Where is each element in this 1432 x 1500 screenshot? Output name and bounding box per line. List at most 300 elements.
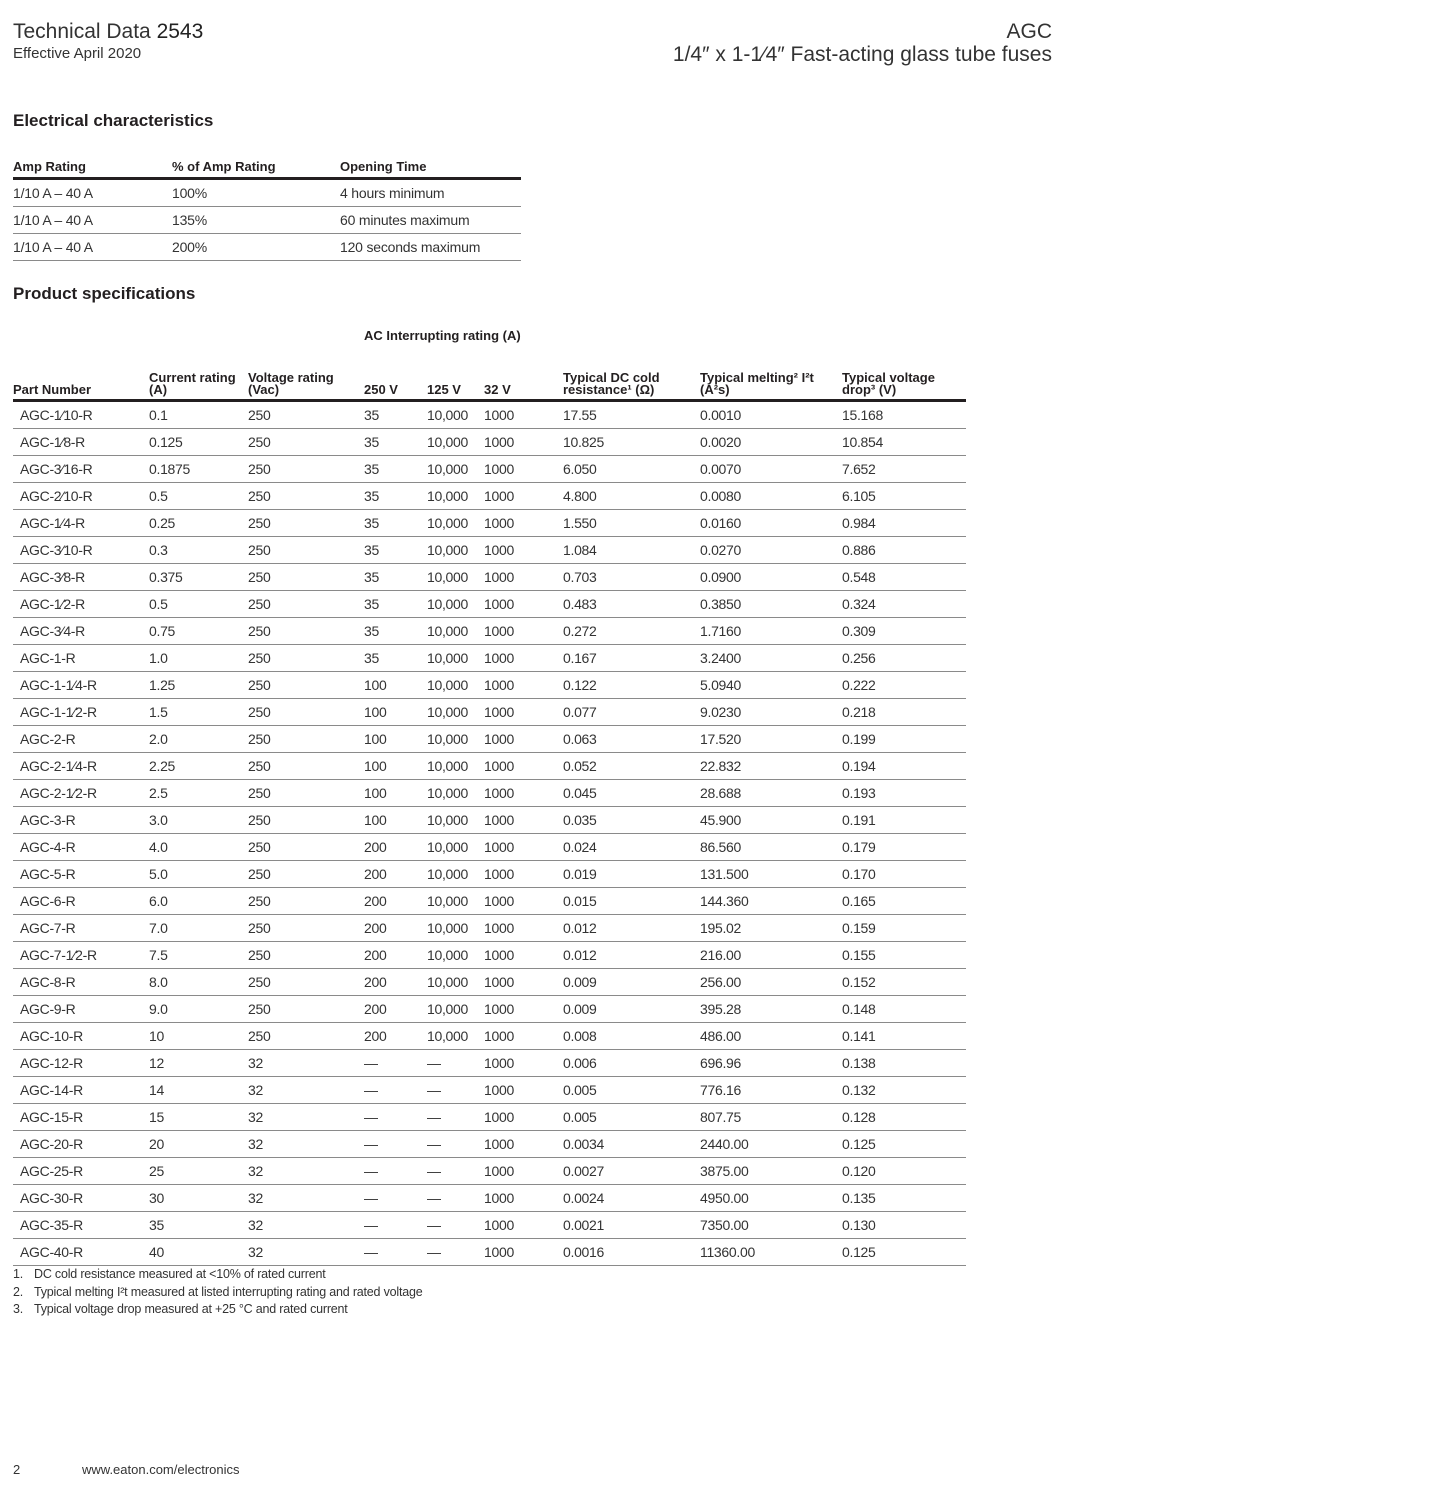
ac-125v-cell: 10,000 — [427, 672, 484, 699]
part-number-cell: AGC-3⁄4-R — [13, 618, 149, 645]
melting-i2t-cell: 0.0080 — [700, 483, 842, 510]
part-number-cell: AGC-25-R — [13, 1158, 149, 1185]
ac-250v-cell: — — [364, 1104, 427, 1131]
part-number-cell: AGC-8-R — [13, 969, 149, 996]
current-rating-cell: 25 — [149, 1158, 248, 1185]
document-number: 2543 — [156, 20, 204, 43]
voltage-rating-cell: 250 — [248, 429, 364, 456]
current-rating-cell: 15 — [149, 1104, 248, 1131]
table-cell: 1/10 A – 40 A — [13, 179, 172, 207]
table-row — [13, 1212, 966, 1239]
ac-125v-cell: — — [427, 1239, 484, 1266]
footnote: 1. DC cold resistance measured at <10% of rated current — [13, 1267, 326, 1281]
voltage-rating-cell: 250 — [248, 915, 364, 942]
voltage-drop-cell: 0.120 — [842, 1158, 966, 1185]
table-header-row — [13, 156, 521, 179]
table-row — [13, 915, 966, 942]
ac-32v-cell: 1000 — [484, 456, 563, 483]
current-rating-cell: 7.0 — [149, 915, 248, 942]
melting-i2t-cell: 216.00 — [700, 942, 842, 969]
table-header-row — [13, 352, 966, 401]
ac-125v-cell: 10,000 — [427, 753, 484, 780]
dc-resistance-cell: 0.077 — [563, 699, 700, 726]
table-row — [13, 401, 966, 429]
header-typical-melting: Typical melting² I²t (A²s) — [700, 352, 842, 401]
ac-32v-cell: 1000 — [484, 618, 563, 645]
effective-date: Effective April 2020 — [13, 45, 142, 62]
table-row — [13, 834, 966, 861]
ac-250v-cell: — — [364, 1077, 427, 1104]
voltage-rating-cell: 32 — [248, 1077, 364, 1104]
voltage-rating-cell: 32 — [248, 1050, 364, 1077]
dc-resistance-cell: 0.035 — [563, 807, 700, 834]
voltage-drop-cell: 0.170 — [842, 861, 966, 888]
electrical-characteristics-table — [13, 156, 521, 261]
ac-125v-cell: 10,000 — [427, 591, 484, 618]
part-number-cell: AGC-2-1⁄4-R — [13, 753, 149, 780]
ac-32v-cell: 1000 — [484, 537, 563, 564]
ac-250v-cell: 35 — [364, 483, 427, 510]
voltage-drop-cell: 0.886 — [842, 537, 966, 564]
ac-250v-cell: 200 — [364, 996, 427, 1023]
footnote: 3. Typical voltage drop measured at +25 °C and rated current — [13, 1302, 348, 1316]
current-rating-cell: 9.0 — [149, 996, 248, 1023]
current-rating-cell: 12 — [149, 1050, 248, 1077]
melting-i2t-cell: 9.0230 — [700, 699, 842, 726]
table-row — [13, 1239, 966, 1266]
current-rating-cell: 0.1 — [149, 401, 248, 429]
table-row — [13, 1050, 966, 1077]
voltage-rating-cell: 250 — [248, 456, 364, 483]
ac-32v-cell: 1000 — [484, 591, 563, 618]
dc-resistance-cell: 17.55 — [563, 401, 700, 429]
melting-i2t-cell: 0.0900 — [700, 564, 842, 591]
current-rating-cell: 35 — [149, 1212, 248, 1239]
voltage-drop-cell: 0.218 — [842, 699, 966, 726]
melting-i2t-cell: 5.0940 — [700, 672, 842, 699]
current-rating-cell: 0.375 — [149, 564, 248, 591]
ac-32v-cell: 1000 — [484, 1077, 563, 1104]
table-row — [13, 861, 966, 888]
voltage-rating-cell: 250 — [248, 861, 364, 888]
table-cell: 1/10 A – 40 A — [13, 234, 172, 261]
voltage-rating-cell: 250 — [248, 591, 364, 618]
footnotes — [13, 1266, 423, 1319]
table-row — [13, 537, 966, 564]
dc-resistance-cell: 0.0021 — [563, 1212, 700, 1239]
voltage-drop-cell: 0.132 — [842, 1077, 966, 1104]
melting-i2t-cell: 7350.00 — [700, 1212, 842, 1239]
column-header: Amp Rating — [13, 156, 172, 179]
ac-125v-cell: 10,000 — [427, 888, 484, 915]
melting-i2t-cell: 256.00 — [700, 969, 842, 996]
ac-125v-cell: — — [427, 1104, 484, 1131]
part-number-cell: AGC-1⁄10-R — [13, 401, 149, 429]
voltage-rating-cell: 250 — [248, 888, 364, 915]
document-title: Technical Data 2543 — [13, 20, 204, 43]
ac-32v-cell: 1000 — [484, 753, 563, 780]
voltage-rating-cell: 250 — [248, 969, 364, 996]
current-rating-cell: 5.0 — [149, 861, 248, 888]
part-number-cell: AGC-3⁄8-R — [13, 564, 149, 591]
melting-i2t-cell: 696.96 — [700, 1050, 842, 1077]
table-cell: 120 seconds maximum — [340, 234, 521, 261]
ac-32v-cell: 1000 — [484, 915, 563, 942]
ac-250v-cell: — — [364, 1050, 427, 1077]
voltage-drop-cell: 0.324 — [842, 591, 966, 618]
melting-i2t-cell: 486.00 — [700, 1023, 842, 1050]
ac-125v-cell: — — [427, 1185, 484, 1212]
voltage-rating-cell: 32 — [248, 1239, 364, 1266]
voltage-drop-cell: 0.135 — [842, 1185, 966, 1212]
voltage-drop-cell: 6.105 — [842, 483, 966, 510]
ac-125v-cell: 10,000 — [427, 780, 484, 807]
current-rating-cell: 0.75 — [149, 618, 248, 645]
table-row — [13, 207, 521, 234]
part-number-cell: AGC-20-R — [13, 1131, 149, 1158]
dc-resistance-cell: 0.045 — [563, 780, 700, 807]
header-125v: 125 V — [427, 352, 484, 401]
voltage-rating-cell: 250 — [248, 753, 364, 780]
product-specifications-title: Product specifications — [13, 284, 196, 303]
dc-resistance-cell: 0.0027 — [563, 1158, 700, 1185]
ac-125v-cell: 10,000 — [427, 1023, 484, 1050]
part-number-cell: AGC-12-R — [13, 1050, 149, 1077]
voltage-drop-cell: 0.125 — [842, 1131, 966, 1158]
voltage-rating-cell: 32 — [248, 1212, 364, 1239]
dc-resistance-cell: 0.122 — [563, 672, 700, 699]
ac-125v-cell: 10,000 — [427, 645, 484, 672]
voltage-drop-cell: 0.152 — [842, 969, 966, 996]
ac-32v-cell: 1000 — [484, 1185, 563, 1212]
product-family: AGC — [1006, 20, 1052, 43]
melting-i2t-cell: 22.832 — [700, 753, 842, 780]
voltage-drop-cell: 0.309 — [842, 618, 966, 645]
part-number-cell: AGC-1⁄8-R — [13, 429, 149, 456]
product-specifications-table — [13, 352, 966, 1266]
ac-125v-cell: 10,000 — [427, 807, 484, 834]
current-rating-cell: 2.0 — [149, 726, 248, 753]
melting-i2t-cell: 28.688 — [700, 780, 842, 807]
current-rating-cell: 0.125 — [149, 429, 248, 456]
dc-resistance-cell: 0.005 — [563, 1077, 700, 1104]
dc-resistance-cell: 0.019 — [563, 861, 700, 888]
part-number-cell: AGC-35-R — [13, 1212, 149, 1239]
table-row — [13, 1185, 966, 1212]
voltage-rating-cell: 250 — [248, 483, 364, 510]
ac-250v-cell: 35 — [364, 401, 427, 429]
table-cell: 135% — [172, 207, 340, 234]
melting-i2t-cell: 4950.00 — [700, 1185, 842, 1212]
voltage-rating-cell: 32 — [248, 1185, 364, 1212]
table-row — [13, 1131, 966, 1158]
current-rating-cell: 14 — [149, 1077, 248, 1104]
header-dc-cold-resistance: Typical DC cold resistance¹ (Ω) — [563, 352, 700, 401]
voltage-drop-cell: 0.141 — [842, 1023, 966, 1050]
part-number-cell: AGC-1⁄4-R — [13, 510, 149, 537]
ac-125v-cell: 10,000 — [427, 456, 484, 483]
ac-250v-cell: 200 — [364, 834, 427, 861]
table-row — [13, 564, 966, 591]
melting-i2t-cell: 0.0020 — [700, 429, 842, 456]
voltage-rating-cell: 250 — [248, 942, 364, 969]
voltage-rating-cell: 32 — [248, 1131, 364, 1158]
part-number-cell: AGC-3⁄10-R — [13, 537, 149, 564]
voltage-drop-cell: 0.222 — [842, 672, 966, 699]
ac-125v-cell: 10,000 — [427, 861, 484, 888]
ac-32v-cell: 1000 — [484, 1158, 563, 1185]
ac-250v-cell: 35 — [364, 564, 427, 591]
dc-resistance-cell: 0.0024 — [563, 1185, 700, 1212]
table-row — [13, 618, 966, 645]
current-rating-cell: 4.0 — [149, 834, 248, 861]
voltage-rating-cell: 250 — [248, 401, 364, 429]
voltage-drop-cell: 0.165 — [842, 888, 966, 915]
ac-250v-cell: 100 — [364, 726, 427, 753]
voltage-rating-cell: 250 — [248, 699, 364, 726]
header-voltage-rating: Voltage rating (Vac) — [248, 352, 364, 401]
table-row — [13, 456, 966, 483]
ac-250v-cell: 35 — [364, 456, 427, 483]
table-row — [13, 888, 966, 915]
voltage-drop-cell: 0.194 — [842, 753, 966, 780]
part-number-cell: AGC-10-R — [13, 1023, 149, 1050]
table-row — [13, 996, 966, 1023]
dc-resistance-cell: 0.0016 — [563, 1239, 700, 1266]
voltage-rating-cell: 32 — [248, 1104, 364, 1131]
ac-250v-cell: 200 — [364, 1023, 427, 1050]
voltage-drop-cell: 10.854 — [842, 429, 966, 456]
dc-resistance-cell: 0.052 — [563, 753, 700, 780]
ac-250v-cell: 100 — [364, 672, 427, 699]
melting-i2t-cell: 3.2400 — [700, 645, 842, 672]
table-cell: 200% — [172, 234, 340, 261]
ac-250v-cell: 200 — [364, 861, 427, 888]
part-number-cell: AGC-9-R — [13, 996, 149, 1023]
current-rating-cell: 7.5 — [149, 942, 248, 969]
melting-i2t-cell: 0.0070 — [700, 456, 842, 483]
dc-resistance-cell: 0.008 — [563, 1023, 700, 1050]
ac-125v-cell: — — [427, 1077, 484, 1104]
voltage-rating-cell: 250 — [248, 672, 364, 699]
dc-resistance-cell: 0.012 — [563, 915, 700, 942]
ac-32v-cell: 1000 — [484, 834, 563, 861]
dc-resistance-cell: 0.483 — [563, 591, 700, 618]
part-number-cell: AGC-6-R — [13, 888, 149, 915]
melting-i2t-cell: 11360.00 — [700, 1239, 842, 1266]
ac-32v-cell: 1000 — [484, 1050, 563, 1077]
current-rating-cell: 1.25 — [149, 672, 248, 699]
part-number-cell: AGC-3⁄16-R — [13, 456, 149, 483]
current-rating-cell: 1.0 — [149, 645, 248, 672]
table-row — [13, 753, 966, 780]
voltage-drop-cell: 0.984 — [842, 510, 966, 537]
melting-i2t-cell: 2440.00 — [700, 1131, 842, 1158]
ac-32v-cell: 1000 — [484, 780, 563, 807]
ac-32v-cell: 1000 — [484, 483, 563, 510]
table-cell: 60 minutes maximum — [340, 207, 521, 234]
current-rating-cell: 30 — [149, 1185, 248, 1212]
ac-125v-cell: 10,000 — [427, 915, 484, 942]
footer-url-link[interactable]: www.eaton.com/electronics — [82, 1462, 240, 1477]
part-number-cell: AGC-7-R — [13, 915, 149, 942]
voltage-drop-cell: 0.155 — [842, 942, 966, 969]
dc-resistance-cell: 0.009 — [563, 996, 700, 1023]
voltage-drop-cell: 0.130 — [842, 1212, 966, 1239]
dc-resistance-cell: 0.005 — [563, 1104, 700, 1131]
current-rating-cell: 0.5 — [149, 591, 248, 618]
ac-250v-cell: — — [364, 1212, 427, 1239]
voltage-rating-cell: 250 — [248, 537, 364, 564]
ac-32v-cell: 1000 — [484, 807, 563, 834]
current-rating-cell: 2.5 — [149, 780, 248, 807]
ac-125v-cell: 10,000 — [427, 483, 484, 510]
table-row — [13, 780, 966, 807]
melting-i2t-cell: 0.3850 — [700, 591, 842, 618]
current-rating-cell: 40 — [149, 1239, 248, 1266]
table-row — [13, 726, 966, 753]
current-rating-cell: 8.0 — [149, 969, 248, 996]
voltage-drop-cell: 0.179 — [842, 834, 966, 861]
ac-250v-cell: 200 — [364, 942, 427, 969]
melting-i2t-cell: 3875.00 — [700, 1158, 842, 1185]
dc-resistance-cell: 0.703 — [563, 564, 700, 591]
part-number-cell: AGC-1-1⁄2-R — [13, 699, 149, 726]
dc-resistance-cell: 4.800 — [563, 483, 700, 510]
table-row — [13, 807, 966, 834]
table-row — [13, 1104, 966, 1131]
table-row — [13, 699, 966, 726]
ac-250v-cell: 100 — [364, 807, 427, 834]
voltage-drop-cell: 0.193 — [842, 780, 966, 807]
dc-resistance-cell: 6.050 — [563, 456, 700, 483]
ac-250v-cell: — — [364, 1158, 427, 1185]
dc-resistance-cell: 0.009 — [563, 969, 700, 996]
dc-resistance-cell: 0.272 — [563, 618, 700, 645]
voltage-rating-cell: 250 — [248, 834, 364, 861]
current-rating-cell: 3.0 — [149, 807, 248, 834]
voltage-drop-cell: 0.256 — [842, 645, 966, 672]
table-row — [13, 179, 521, 207]
voltage-rating-cell: 250 — [248, 645, 364, 672]
ac-125v-cell: 10,000 — [427, 618, 484, 645]
ac-32v-cell: 1000 — [484, 726, 563, 753]
current-rating-cell: 0.1875 — [149, 456, 248, 483]
header-250v: 250 V — [364, 352, 427, 401]
table-row — [13, 429, 966, 456]
ac-interrupting-group-header: AC Interrupting rating (A) — [364, 328, 521, 343]
ac-125v-cell: 10,000 — [427, 699, 484, 726]
dc-resistance-cell: 0.167 — [563, 645, 700, 672]
ac-125v-cell: — — [427, 1212, 484, 1239]
ac-32v-cell: 1000 — [484, 645, 563, 672]
voltage-drop-cell: 0.128 — [842, 1104, 966, 1131]
ac-32v-cell: 1000 — [484, 564, 563, 591]
ac-32v-cell: 1000 — [484, 699, 563, 726]
dc-resistance-cell: 0.012 — [563, 942, 700, 969]
ac-125v-cell: 10,000 — [427, 429, 484, 456]
ac-250v-cell: — — [364, 1131, 427, 1158]
voltage-rating-cell: 250 — [248, 780, 364, 807]
table-row — [13, 591, 966, 618]
ac-125v-cell: 10,000 — [427, 564, 484, 591]
dc-resistance-cell: 0.024 — [563, 834, 700, 861]
current-rating-cell: 10 — [149, 1023, 248, 1050]
ac-32v-cell: 1000 — [484, 672, 563, 699]
header-32v: 32 V — [484, 352, 563, 401]
header-part-number: Part Number — [13, 352, 149, 401]
part-number-cell: AGC-5-R — [13, 861, 149, 888]
header-typical-voltage-drop: Typical voltage drop³ (V) — [842, 352, 966, 401]
table-row — [13, 483, 966, 510]
ac-250v-cell: — — [364, 1239, 427, 1266]
part-number-cell: AGC-30-R — [13, 1185, 149, 1212]
footnote: 2. Typical melting I²t measured at listed interrupting rating and rated voltage — [13, 1284, 423, 1299]
voltage-drop-cell: 0.125 — [842, 1239, 966, 1266]
current-rating-cell: 20 — [149, 1131, 248, 1158]
ac-250v-cell: — — [364, 1185, 427, 1212]
dc-resistance-cell: 10.825 — [563, 429, 700, 456]
melting-i2t-cell: 776.16 — [700, 1077, 842, 1104]
part-number-cell: AGC-3-R — [13, 807, 149, 834]
voltage-rating-cell: 250 — [248, 564, 364, 591]
dc-resistance-cell: 0.015 — [563, 888, 700, 915]
voltage-rating-cell: 250 — [248, 996, 364, 1023]
voltage-drop-cell: 0.148 — [842, 996, 966, 1023]
ac-32v-cell: 1000 — [484, 1023, 563, 1050]
melting-i2t-cell: 0.0270 — [700, 537, 842, 564]
ac-32v-cell: 1000 — [484, 942, 563, 969]
table-row — [13, 645, 966, 672]
electrical-characteristics-title: Electrical characteristics — [13, 111, 214, 130]
melting-i2t-cell: 45.900 — [700, 807, 842, 834]
ac-250v-cell: 35 — [364, 429, 427, 456]
melting-i2t-cell: 0.0160 — [700, 510, 842, 537]
current-rating-cell: 0.5 — [149, 483, 248, 510]
current-rating-cell: 0.3 — [149, 537, 248, 564]
ac-125v-cell: 10,000 — [427, 401, 484, 429]
ac-250v-cell: 35 — [364, 510, 427, 537]
voltage-drop-cell: 0.199 — [842, 726, 966, 753]
page-number: 2 — [13, 1462, 21, 1477]
part-number-cell: AGC-2-1⁄2-R — [13, 780, 149, 807]
ac-125v-cell: 10,000 — [427, 969, 484, 996]
table-row — [13, 1077, 966, 1104]
ac-250v-cell: 200 — [364, 915, 427, 942]
ac-125v-cell: — — [427, 1131, 484, 1158]
table-row — [13, 1158, 966, 1185]
table-cell: 100% — [172, 179, 340, 207]
voltage-rating-cell: 32 — [248, 1158, 364, 1185]
ac-32v-cell: 1000 — [484, 1104, 563, 1131]
ac-32v-cell: 1000 — [484, 996, 563, 1023]
table-cell: 1/10 A – 40 A — [13, 207, 172, 234]
ac-32v-cell: 1000 — [484, 861, 563, 888]
melting-i2t-cell: 144.360 — [700, 888, 842, 915]
ac-250v-cell: 35 — [364, 645, 427, 672]
ac-32v-cell: 1000 — [484, 1239, 563, 1266]
table-row — [13, 1023, 966, 1050]
ac-32v-cell: 1000 — [484, 429, 563, 456]
ac-32v-cell: 1000 — [484, 1131, 563, 1158]
part-number-cell: AGC-15-R — [13, 1104, 149, 1131]
voltage-drop-cell: 15.168 — [842, 401, 966, 429]
ac-250v-cell: 35 — [364, 591, 427, 618]
voltage-drop-cell: 0.548 — [842, 564, 966, 591]
ac-125v-cell: 10,000 — [427, 834, 484, 861]
part-number-cell: AGC-4-R — [13, 834, 149, 861]
part-number-cell: AGC-2-R — [13, 726, 149, 753]
